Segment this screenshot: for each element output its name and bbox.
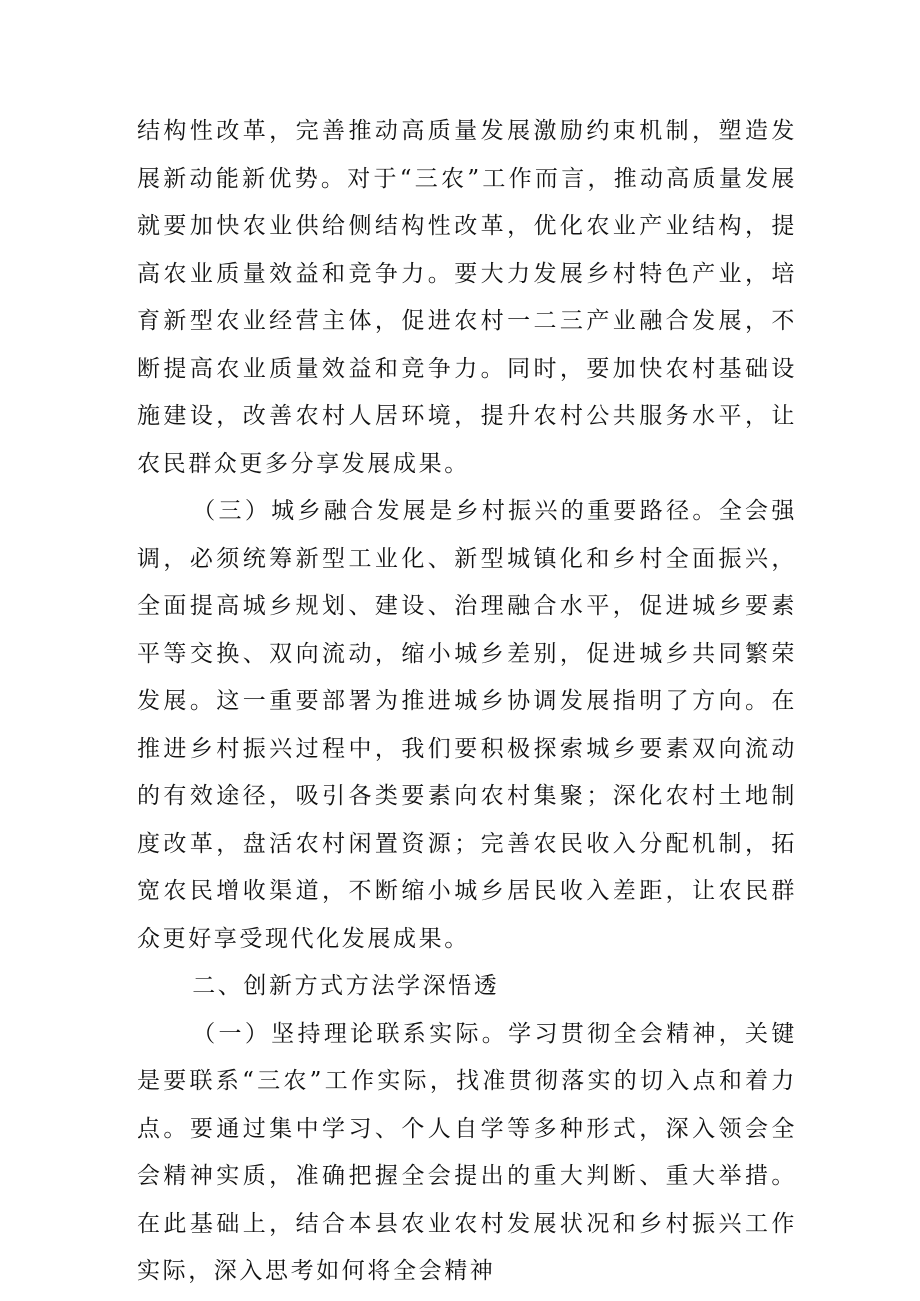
paragraph-theory-practice: （一）坚持理论联系实际。学习贯彻全会精神，关键是要联系“三农”工作实际，找准贯彻落实的切入点和着力点。要通过集中学习、个人自学等多种形式，深入领会全会精神实质，准确把握全会提出的重大判断、重大举措。在此基础上，结合本县农业农村发展状况和乡村振兴工作实际，深入思考如何将全会精神: [137, 1020, 797, 1284]
section-heading-2: 二、创新方式方法学深悟透: [192, 973, 500, 999]
paragraph-urban-rural-integration: （三）城乡融合发展是乡村振兴的重要路径。全会强调，必须统筹新型工业化、新型城镇化和乡村全面振兴，全面提高城乡规划、建设、治理融合水平，促进城乡要素平等交换、双向流动，缩小城乡差别，促进城乡共同繁荣发展。这一重要部署为推进城乡协调发展指明了方向。在推进乡村振兴过程中，我们要积极探索城乡要素双向流动的有效途径，吸引各类要素向农村集聚；深化农村土地制度改革，盘活农村闲置资源；完善农民收入分配机制，拓宽农民增收渠道，不断缩小城乡居民收入差距，让农民群众更好享受现代化发展成果。: [137, 498, 797, 952]
document-body: [137, 108, 797, 1296]
paragraph-continuation: 结构性改革，完善推动高质量发展激励约束机制，塑造发展新动能新优势。对于“三农”工作而言，推动高质量发展就要加快农业供给侧结构性改革，优化农业产业结构，提高农业质量效益和竞争力。要大力发展乡村特色产业，培育新型农业经营主体，促进农村一二三产业融合发展，不断提高农业质量效益和竞争力。同时，要加快农村基础设施建设，改善农村人居环境，提升农村公共服务水平，让农民群众更多分享发展成果。: [137, 118, 797, 477]
